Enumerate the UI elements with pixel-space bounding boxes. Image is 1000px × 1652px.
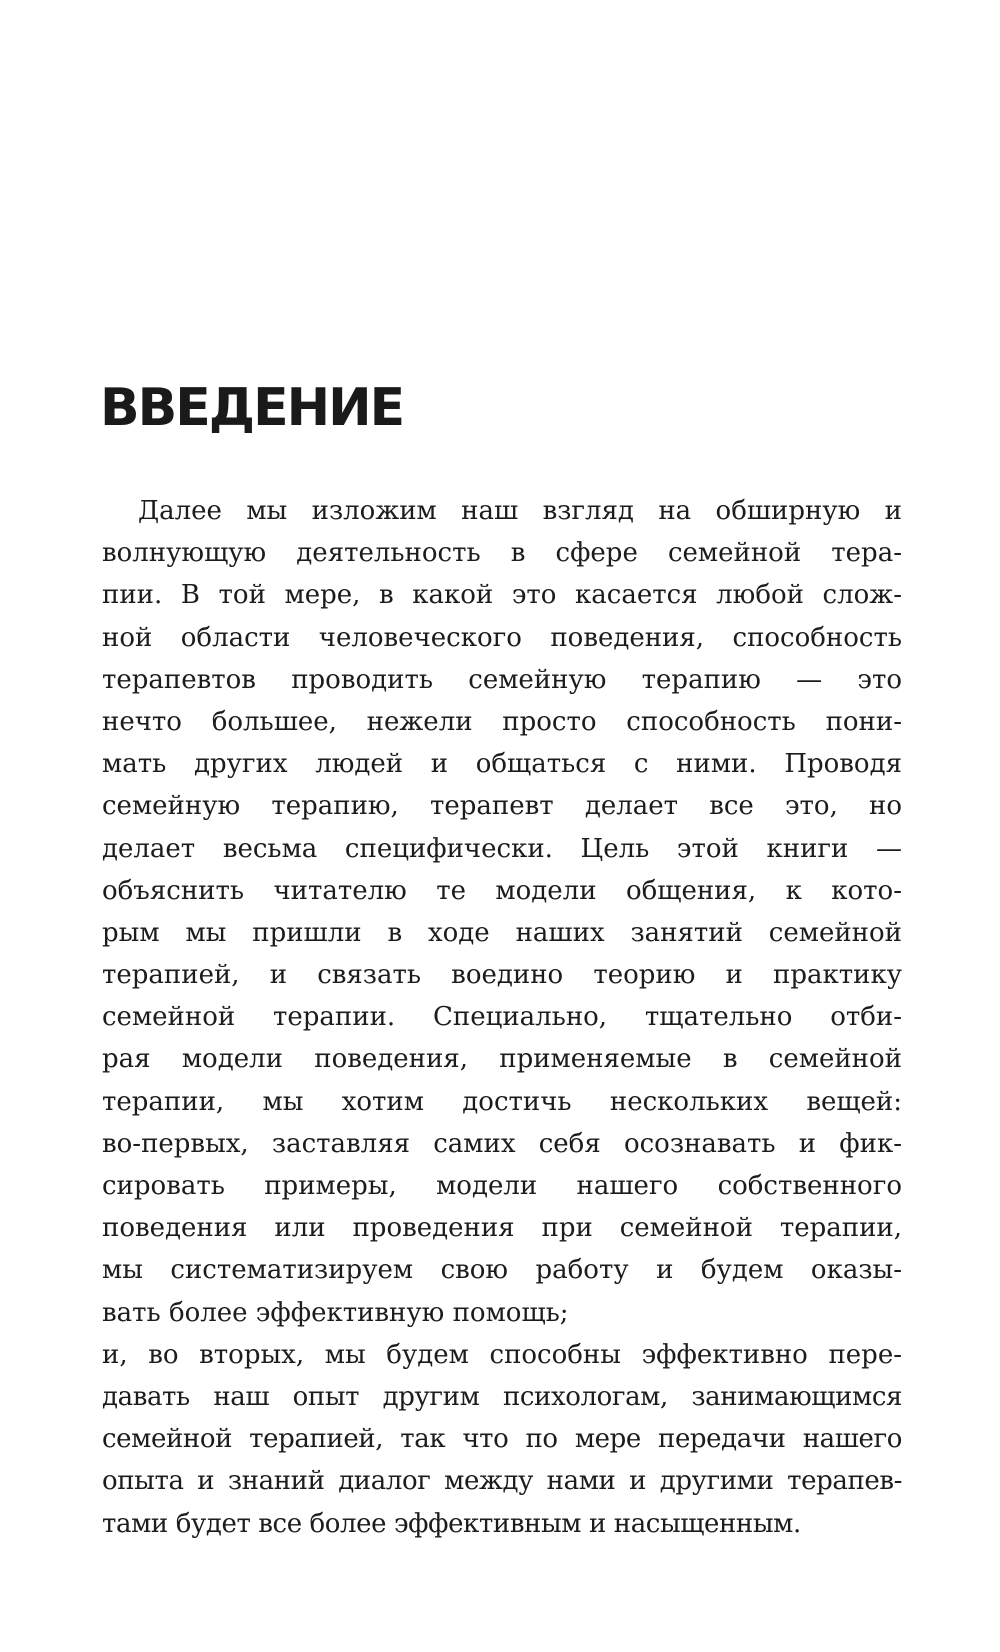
text-line: делает весьма специфически. Цель этой книги — xyxy=(102,833,902,864)
text-line: сировать примеры, модели нашего собственного xyxy=(102,1171,902,1201)
text-line: семейной терапией, так что по мере передачи нашего xyxy=(102,1424,902,1455)
text-line: мать других людей и общаться с ними. Проводя xyxy=(102,749,902,780)
text-line: Далее мы изложим наш взгляд на обширную и xyxy=(138,496,902,526)
text-line: поведения или проведения при семейной терапии, xyxy=(102,1213,902,1244)
text-line: вать более эффективную помощь; xyxy=(102,1297,569,1328)
text-line: тами будет все более эффективным и насыщенным. xyxy=(102,1508,801,1539)
text-line: и, во вторых, мы будем способны эффективно пере- xyxy=(102,1339,902,1370)
text-line: во-первых, заставляя самих себя осознавать и фик- xyxy=(102,1128,902,1159)
body-text xyxy=(102,490,902,1545)
text-line: пии. В той мере, в какой это касается любой слож- xyxy=(102,580,902,611)
text-line: терапии, мы хотим достичь нескольких вещей: xyxy=(102,1086,902,1117)
text-line: мы систематизируем свою работу и будем оказы- xyxy=(102,1255,902,1286)
text-line: семейной терапии. Специально, тщательно отби- xyxy=(102,1002,902,1033)
text-line: рая модели поведения, применяемые в семейной xyxy=(102,1044,902,1075)
text-line: рым мы пришли в ходе наших занятий семейной xyxy=(102,917,902,948)
text-line: объяснить читателю те модели общения, к кото- xyxy=(102,875,902,906)
chapter-heading: ВВЕДЕНИЕ xyxy=(100,378,404,438)
text-line: волнующую деятельность в сфере семейной тера- xyxy=(102,538,902,569)
text-line: опыта и знаний диалог между нами и другими терапев- xyxy=(102,1466,902,1497)
text-line: терапевтов проводить семейную терапию — это xyxy=(102,664,902,695)
text-line: семейную терапию, терапевт делает все это, но xyxy=(102,791,902,822)
text-line: нечто большее, нежели просто способность пони- xyxy=(102,706,902,737)
text-line: терапией, и связать воедино теорию и практику xyxy=(102,960,902,991)
text-line: давать наш опыт другим психологам, занимающимся xyxy=(102,1381,902,1412)
text-line: ной области человеческого поведения, способность xyxy=(102,622,902,653)
